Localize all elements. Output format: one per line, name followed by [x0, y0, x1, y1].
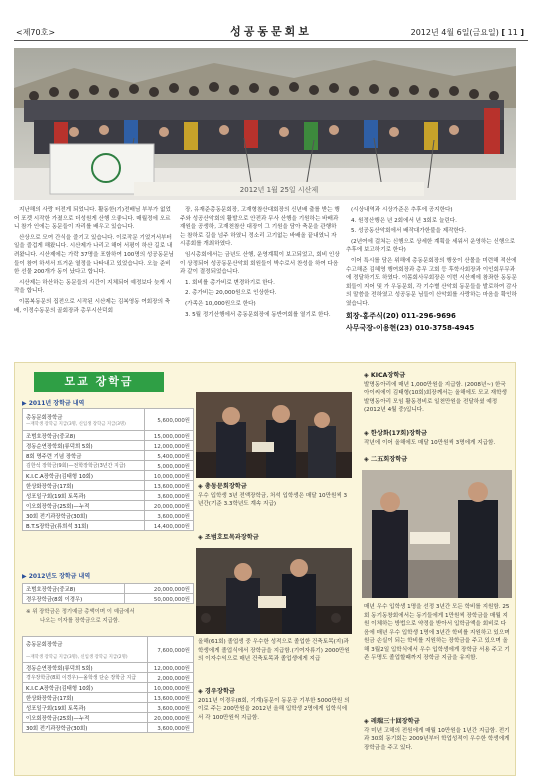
table-cell-name: 성포일구회(19회 토목과)	[23, 491, 145, 501]
table-cell-amount: 12,000,000원	[144, 441, 193, 451]
caption-kica-scholarship	[364, 372, 510, 415]
group-photo	[14, 48, 516, 200]
fund-note-line: 나오는 이자를 장학금으로 지급함.	[40, 618, 120, 624]
article-column-3	[346, 206, 518, 356]
table-row	[23, 693, 194, 703]
article-paragraph: 시산제는 하산하는 동문들의 시간이 지체되어 예정보다 늦게 시작을 합니다.	[14, 279, 172, 295]
table-row	[23, 663, 194, 673]
table-cell-name: 조범호장학금(중교8)	[23, 431, 145, 441]
table-cell-amount: 3,600,000원	[148, 723, 194, 733]
table-row	[23, 683, 194, 693]
scholarship-table-2011	[22, 408, 194, 531]
table-cell-amount: 20,000,000원	[124, 584, 193, 594]
fund-note	[26, 608, 194, 626]
table-cell-amount: 14,400,000원	[144, 521, 193, 531]
table-cell-name: 8회 명주련 기념 장학금	[23, 451, 145, 461]
table-cell-amount: 13,600,000원	[148, 693, 194, 703]
caption-body: 2011년 이경우(8회, 기계)동문이 동문공 기부한 5000만원 의 이로 주는 200만원을 2012년 올해 입학생 2명에게 입학식에서 각 100만원씩 지급함.	[198, 697, 350, 721]
table-cell-amount: 3,600,000원	[148, 703, 194, 713]
table-cell-name: 경우장학금(8회 이경우)	[23, 594, 125, 604]
table-cell-amount: 10,000,000원	[148, 683, 194, 693]
table-row	[23, 584, 194, 594]
caption-hansanghwa-scholarship	[364, 430, 510, 447]
table-row	[23, 723, 194, 733]
page-header	[0, 0, 542, 44]
table-cell-amount: 7,600,000원	[148, 637, 194, 663]
caption-heading: ◈ 레瑞三十回장학금	[364, 718, 420, 725]
table-cell-name: B.T.S장학금(류희석 31회)	[23, 521, 145, 531]
article-paragraph: 임시총회에서는 금년도 산행, 운영계획이 보고되었고, 회비 인상이 상정되어 성공동문산악회 회원들이 박수로서 찬성을 하여 다음과 같이 결정되었습니다.	[180, 251, 340, 276]
caption-heading: ◈ 二五회장학금	[364, 456, 408, 463]
caption-body: 작년에 이어 올해에도 매달 10만원씩 3명에게 지급함.	[364, 439, 496, 446]
section-2012-heading: ▶ 2012년도 장학금 내역	[22, 573, 91, 580]
table-cell-amount: 12,000,000원	[148, 663, 194, 673]
table-cell-name: K.I.C.A장학금(김태형 10회)	[23, 471, 145, 481]
newsletter-title: 성공동문회보	[230, 25, 312, 38]
award-photo-2	[196, 548, 352, 634]
caption-25th-scholarship	[364, 603, 510, 663]
table-cell-name: 총동문회장학금 —재학생 장학금 지급(3명, 신입생 장학금 지급(3명)	[23, 409, 145, 431]
article-list-item: 2. 총가비는 20,000원으로 인상한다.	[185, 290, 277, 297]
fund-note-line: ※ 위 장학금은 정기예금 총액이며 이 예금에서	[26, 609, 135, 615]
scholarship-table-2012	[22, 636, 194, 733]
caption-body: 발명동아리에 매년 1,000만원을 지급함. (2008년~) 한국아이씨에이 김태형(10회)회장께서는 올해에도 모교 재학생 발명동아리 모임 활동경비로 일천만원을 전달하셨 예정(2012년 4월 중)입니다.	[364, 381, 507, 413]
contact-secretary: 사무국장-이용현(23) 010-3758-4945	[346, 323, 475, 332]
contact-president: 회장-홍주식(20) 011-296-9696	[346, 311, 456, 320]
table-row	[23, 511, 194, 521]
table-cell-amount: 20,000,000원	[144, 501, 193, 511]
caption-heading: ◈ 경우장학금	[198, 688, 235, 695]
caption-civil-scholarship-heading	[198, 534, 352, 543]
table-cell-amount: 50,000,000원	[124, 594, 193, 604]
table-row	[23, 461, 194, 471]
award-photo-1	[196, 392, 352, 478]
table-cell-amount: 3,600,000원	[144, 491, 193, 501]
caption-heading: ◈ 조범호토목과장학금	[198, 534, 259, 541]
table-cell-name: 경동순연장학회(류덕희 5회)	[23, 663, 148, 673]
caption-body: 올해(61회) 졸업생 중 우수한 성적으로 졸업한 건축토목(지)과 학생에게 졸업식에서 장학금을 지급함.(기여자류기) 2000만원의 이자수익으로 매년 건축토목과 졸업생에게 지급	[198, 639, 350, 662]
table-cell-amount: 10,000,000원	[144, 471, 193, 481]
table-cell-name: 조범호장학금(중교8)	[23, 584, 125, 594]
caption-body: 매년 우수 입학생 1명을 선정 3년간 모든 학비를 지원함. 25회 동기동창회에서는 동기들에게 1만원씩 장학금을 매월 지원 이체하는 방법으로 약정을 받아서 입학금액을 회비로 다음에 매년 우수 입학생 1명에 3년간 학비를 지원하고 있으며 원금 손실이 되는 학비를 지원하는 장학금을 주고 있으며 올해 3월2일 입학식에서 우수 입학생에게 장학금 서용 주고 기존 두명도 졸업할때까지 장학금 지금을 유지함.	[364, 604, 510, 661]
page-number: 11	[507, 28, 518, 37]
table-cell-name: 경우장학금(8회 이경우)—올학생 단순 장학금 지급	[23, 673, 148, 683]
table-row	[23, 594, 194, 604]
table-cell-name: 총동문회장학금 —재학생 장학금 지급(3명), 신입생 장학금 지급(2명)	[23, 637, 148, 663]
table-cell-amount: 5,600,000원	[144, 409, 193, 431]
table-cell-amount: 3,600,000원	[144, 511, 193, 521]
table-cell-amount: 2,000,000원	[148, 673, 194, 683]
table-cell-amount: 5,400,000원	[144, 451, 193, 461]
article-list-item: 3. 5월 정기산행에서 총동문회장에 동반여회를 열기로 한다.	[185, 311, 331, 318]
caption-kyungwoo-scholarship	[198, 688, 352, 722]
table-row	[23, 409, 194, 431]
article-list-item: (가족은 10,000원으로 한다)	[185, 300, 256, 307]
table-row	[23, 637, 194, 663]
table-cell-name: 김한석 장학금(9회)—전학장학금(3년간 지급)	[23, 461, 145, 471]
table-cell-name: 한상화장학금(17회)	[23, 481, 145, 491]
issue-number: <제70호>	[16, 28, 56, 37]
article-paragraph: 지난해의 사랑 터전게 되었니다. 활동한(기)전배님 부부가 없었어 포켓 시작한 가졌으로 더성원게 산행 으좋니다. 매월정에 오르니 참가 인에는 동문들이 자리를 배우고 있습니다.	[14, 207, 171, 231]
article-paragraph: 이몸복동문의 집전으로 시작된 시산제는 김복영동 여회장의 축배, 이정수동문의 골회장과 총무시산덕회	[14, 298, 171, 314]
article-paragraph: (시상내역과 시상가준은 추후에 공지한다)	[351, 207, 453, 213]
caption-heading: ◈ KICA장학금	[364, 372, 406, 379]
caption-25th-scholarship-heading	[364, 456, 510, 465]
issue-date: 2012년 4월 6일(금요일) [ 11 ]	[410, 28, 524, 37]
article-column-1	[14, 206, 174, 356]
article-paragraph: 산상으로 모여 간식을 즐기고 있습니다. 이로작문 기었거서부터 일을 즐겁게 해왔니다. 시산제가 나리고 해어 서평이 하산 길로 내려왔니다. 시산제에는 가락 37명을 포함하여 100명의 성공동문님들이 참여 하셔서 뜨거운 열정을 나타내고 있었습니다. 오늘 준비한 선물 200개가 동이 났다고 합니다.	[14, 234, 174, 276]
table-cell-name: 30회 전기과장학금(30회)	[23, 723, 148, 733]
table-row	[23, 521, 194, 531]
table-cell-amount: 13,600,000원	[144, 481, 193, 491]
table-cell-amount: 15,000,000원	[144, 431, 193, 441]
award-photo-3	[362, 470, 512, 598]
table-row	[23, 673, 194, 683]
article-column-2	[180, 206, 340, 356]
table-row	[23, 501, 194, 511]
table-cell-name: 이오회장학금(25회)—누적	[23, 713, 148, 723]
caption-body: 우수 입학생 3년 전액장학금, 처석 입학생은 매달 10만원씩 3년간(기준 3.3학년도 계속 지급)	[198, 492, 348, 507]
table-row	[23, 481, 194, 491]
table-cell-name: 성포일구회(19회 토목과)	[23, 703, 148, 713]
caption-30th-scholarship	[364, 718, 510, 752]
table-row	[23, 491, 194, 501]
table-cell-name: 이오회장학금(25회)—누적	[23, 501, 145, 511]
article-list-item: 4. 원정산행은 년 2회에서 년 3회로 늘린다.	[351, 217, 457, 224]
article-paragraph: 장, 유재준총동문회장, 고재형참산대회장의 신년배 출를 받는 행주와 성공산악회의 활발으로 안전과 무사 산행을 기원하는 바배과 재원을 공생하, 고재천참산 대장이 그 기원을 담아 축문을 관행하는 참하로 길을 넘주 하였니 정소리 고기없는 바배올 끝내였니 자 시종회를 개최하였다.	[180, 207, 340, 248]
article-list-item: 1. 회비를 총가비로 변경하기로 한다.	[185, 279, 275, 286]
caption-body: 각 미년 고해의 전원에게 매월 10만원을 1년간 지급함. 전기과 30회 동기회는 2009년부터 학업성적이 우수한 학생에게 장학금을 주고 있다.	[364, 727, 510, 751]
caption-alumni-scholarship	[198, 483, 352, 509]
table-row	[23, 713, 194, 723]
table-row	[23, 431, 194, 441]
article-paragraph: 이어 특시를 담은 위해에 총동문회장의 행웅이 산몰을 미련해 적산에 수고해준 김혜영 행여회장과 총무 고회 등 후학사회장과 이인회무무과에 정달하기도 하였다. 이몸회사무회장은 이번 시산제에 참좌한 동동문회들이 지어 및 가 우동문회, 각 기수별 산악회 동문들을 발로하여 감사의 말씀을 전하였고 성공동문 님들이 산악회를 사랑하는 마음을 확인하였습니다.	[346, 257, 517, 307]
table-cell-name: 한상화장학금(17회)	[23, 693, 148, 703]
table-cell-name: 30회 전기과장학금(30회)	[23, 511, 145, 521]
table-row	[23, 451, 194, 461]
section-2011-heading: ▶ 2011년 장학금 내역	[22, 400, 85, 407]
header-rule	[14, 40, 528, 41]
table-row	[23, 471, 194, 481]
table-cell-amount: 20,000,000원	[148, 713, 194, 723]
caption-heading: ◈ 총동문회장학금	[198, 483, 247, 490]
table-row	[23, 703, 194, 713]
caption-civil-scholarship	[198, 638, 352, 664]
caption-heading: ◈ 한상화(17회)장학금	[364, 430, 428, 437]
table-cell-name: 경동순연장학회(류덕희 5회)	[23, 441, 145, 451]
table-row	[23, 441, 194, 451]
photo-banner-text: 2012년 1월 25일 시산제	[239, 186, 319, 194]
scholarship-badge: 모교 장학금	[34, 372, 164, 392]
article-paragraph: (2년여에 걸쳐는 신행으로 상세한 계획을 세워서 운영하는 신행으로 추후에 보고하기로 한다)	[346, 238, 516, 254]
table-cell-amount: 5,000,000원	[144, 461, 193, 471]
article-list-item: 5. 성공동산악회에서 배작대가한불을 제작한다.	[351, 228, 467, 235]
table-cell-name: K.I.C.A장학금(김태형 10회)	[23, 683, 148, 693]
scholarship-table-2012-fund	[22, 583, 194, 604]
